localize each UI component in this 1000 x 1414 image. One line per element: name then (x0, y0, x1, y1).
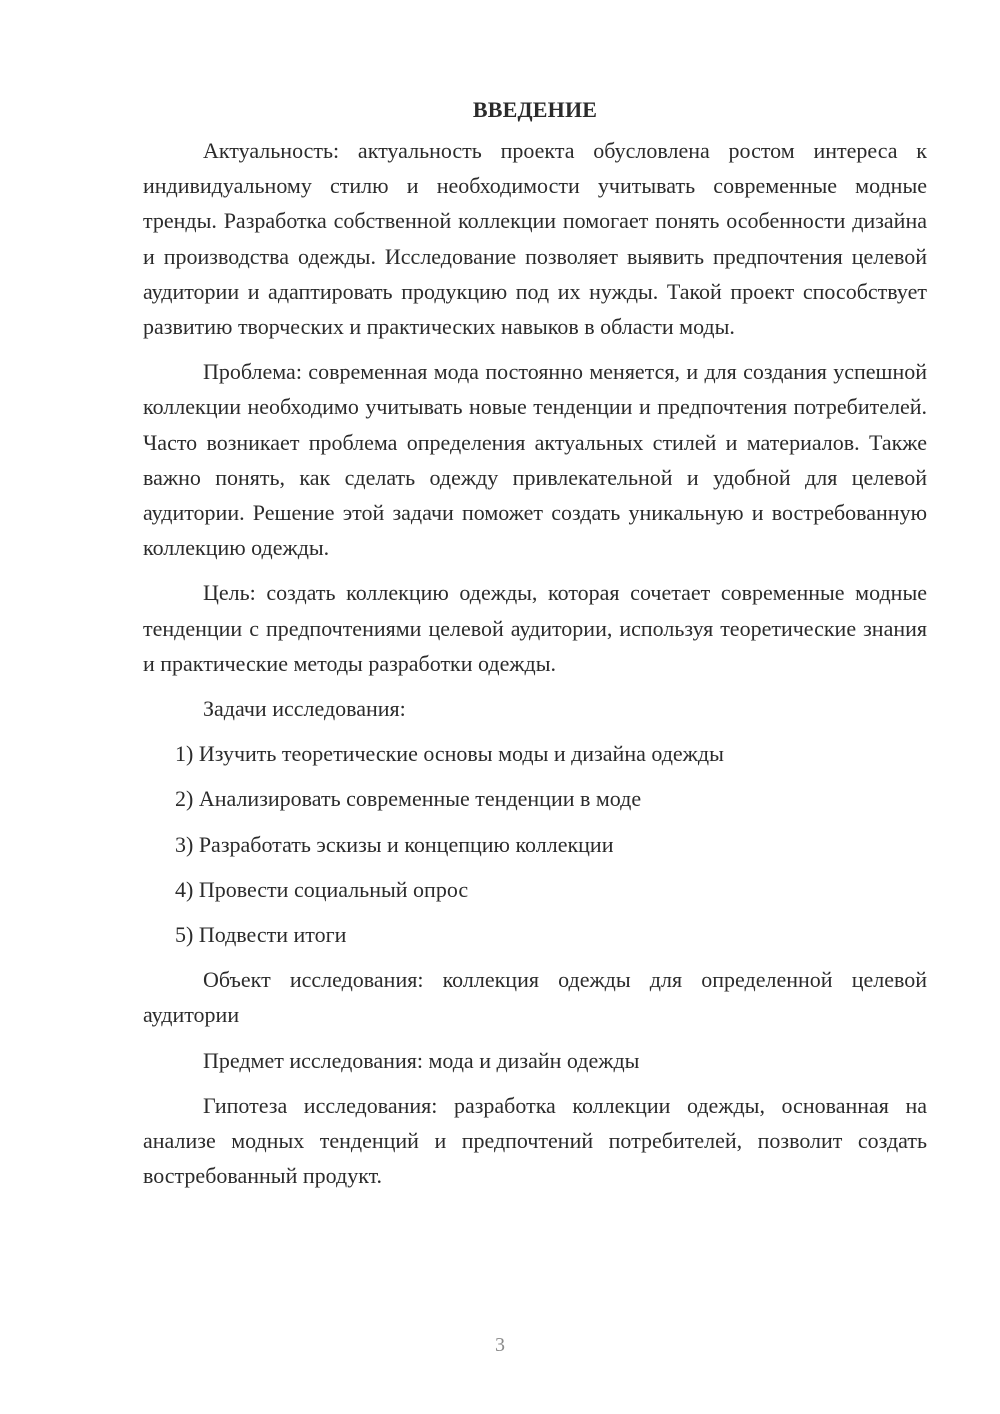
hypothesis-paragraph: Гипотеза исследования: разработка коллекции одежды, основанная на анализе модных тенденций и предпочтений потребителей, позволит создать востребованный продукт. (143, 1092, 927, 1189)
task-item: 5) Подвести итоги (175, 922, 347, 948)
task-item: 1) Изучить теоретические основы моды и дизайна одежды (175, 741, 724, 767)
object-paragraph: Объект исследования: коллекция одежды для определенной целевой аудитории (143, 967, 927, 1028)
problem-paragraph: Проблема: современная мода постоянно меняется, и для создания успешной коллекции необходимо учитывать новые тенденции и предпочтения потребителей. Часто возникает проблема определения актуальных стилей и материалов. Также важно понять, как сделать одежду привлекательной и удобной для целевой аудитории. Решение этой задачи поможет создать уникальную и востребованную коллекцию одежды. (143, 359, 927, 561)
tasks-title: Задачи исследования: (203, 696, 406, 722)
relevance-paragraph: Актуальность: актуальность проекта обусловлена ростом интереса к индивидуальному стилю и необходимости учитывать современные модные тренды. Разработка собственной коллекции помогает понять особенности дизайна и производства одежды. Исследование позволяет выявить предпочтения целевой аудитории и адаптировать продукцию под их нужды. Такой проект способствует развитию творческих и практических навыков в области моды. (143, 138, 927, 340)
task-item: 4) Провести социальный опрос (175, 876, 469, 902)
task-item: 3) Разработать эскизы и концепцию коллекции (175, 831, 614, 857)
section-heading: ВВЕДЕНИЕ (472, 97, 598, 122)
goal-paragraph: Цель: создать коллекцию одежды, которая сочетает современные модные тенденции с предпочтениями целевой аудитории, используя теоретические знания и практические методы разработки одежды. (143, 580, 927, 676)
task-item: 2) Анализировать современные тенденции в моде (175, 786, 642, 812)
page-number: 3 (495, 1334, 505, 1356)
document-page (143, 92, 927, 1193)
subject-paragraph: Предмет исследования: мода и дизайн одежды (203, 1047, 640, 1073)
